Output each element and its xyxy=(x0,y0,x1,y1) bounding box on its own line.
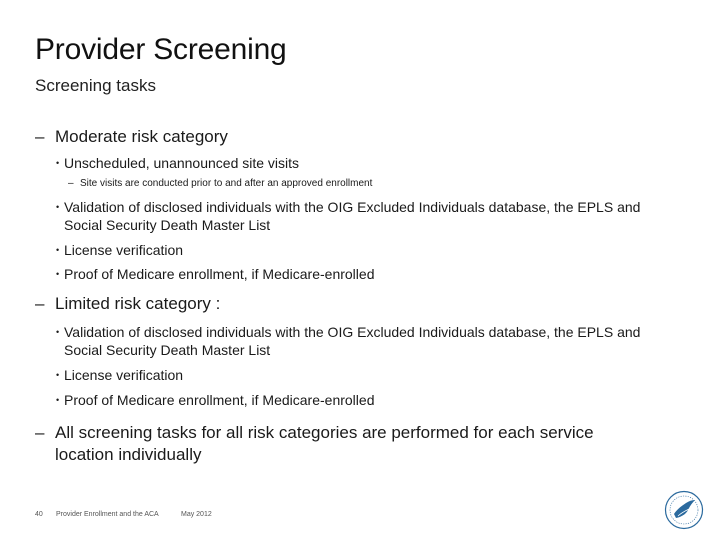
slide-subtitle: Screening tasks xyxy=(35,76,156,95)
limited-risk-label: Limited risk category : xyxy=(55,294,221,313)
bullet-dot: • xyxy=(56,395,60,405)
moderate-risk-heading xyxy=(35,126,675,148)
dash-bullet: – xyxy=(35,294,45,313)
list-item xyxy=(56,391,676,409)
footer-date: May 2012 xyxy=(181,511,212,518)
list-item-text: Validation of disclosed individuals with the OIG Excluded Individuals database, the EPLS and Social Security Death Master List xyxy=(64,324,641,358)
list-item xyxy=(56,198,676,234)
list-item xyxy=(56,154,676,172)
sub-dash-bullet: – xyxy=(68,178,74,189)
page-number: 40 xyxy=(35,511,43,518)
list-item xyxy=(56,265,676,283)
list-item-text: Proof of Medicare enrollment, if Medicare-enrolled xyxy=(64,392,375,408)
moderate-risk-label: Moderate risk category xyxy=(55,127,228,146)
all-categories-heading xyxy=(35,422,655,466)
hhs-seal-icon xyxy=(664,490,704,530)
limited-risk-heading xyxy=(35,293,675,315)
slide-title: Provider Screening xyxy=(35,33,287,66)
list-item-text: Validation of disclosed individuals with the OIG Excluded Individuals database, the EPLS and Social Security Death Master List xyxy=(64,199,641,233)
sub-list-item xyxy=(68,177,668,191)
all-categories-label: All screening tasks for all risk categories are performed for each service location individually xyxy=(55,423,594,464)
bullet-dot: • xyxy=(56,245,60,255)
sub-list-item-text: Site visits are conducted prior to and after an approved enrollment xyxy=(80,178,373,189)
bullet-dot: • xyxy=(56,158,60,168)
footer-source: Provider Enrollment and the ACA xyxy=(56,511,159,518)
bullet-dot: • xyxy=(56,370,60,380)
list-item-text: Proof of Medicare enrollment, if Medicare-enrolled xyxy=(64,266,375,282)
list-item xyxy=(56,366,676,384)
list-item xyxy=(56,241,676,259)
list-item-text: License verification xyxy=(64,367,184,383)
dash-bullet: – xyxy=(35,127,45,146)
dash-bullet: – xyxy=(35,423,45,442)
list-item-text: Unscheduled, unannounced site visits xyxy=(64,155,300,171)
bullet-dot: • xyxy=(56,202,60,212)
bullet-dot: • xyxy=(56,327,60,337)
bullet-dot: • xyxy=(56,269,60,279)
list-item xyxy=(56,323,676,359)
list-item-text: License verification xyxy=(64,242,184,258)
